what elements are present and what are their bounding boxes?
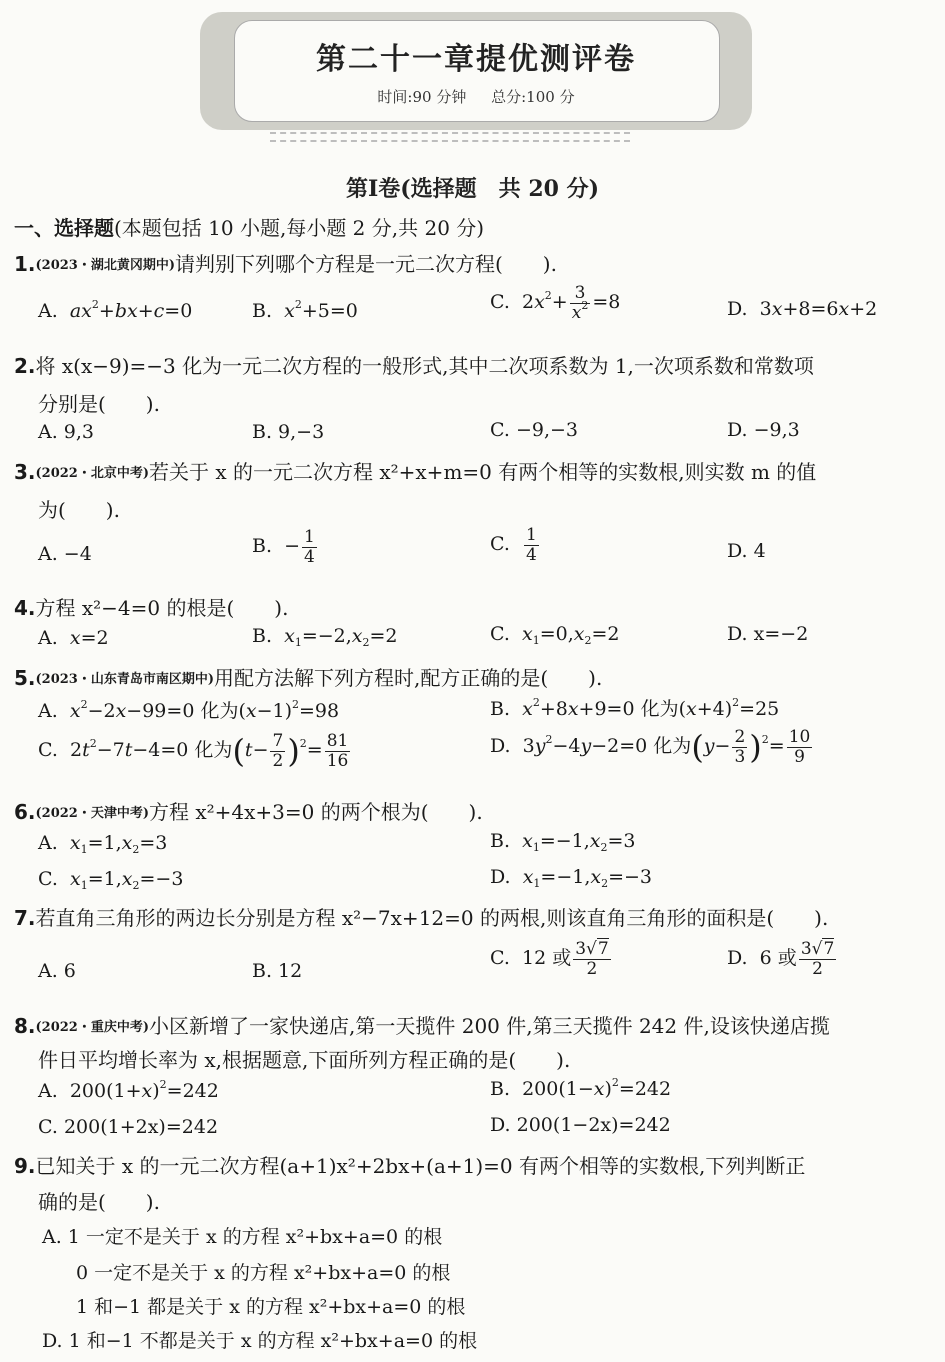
q1-option-b: B. $x^2+5=0$ bbox=[252, 298, 358, 322]
q8-option-d: D. 200(1−2x)=242 bbox=[490, 1114, 671, 1136]
question-9: 9.已知关于 x 的一元二次方程(a+1)x²+2bx+(a+1)=0 有两个相等的实数根,下列判断正 bbox=[14, 1154, 806, 1178]
q3-option-b: B. − $\frac{1}{4}$ bbox=[252, 527, 315, 567]
q6-option-a: A. $x_1=1,x_2=3$ bbox=[38, 832, 168, 856]
q1-option-a: A. $ax^2+bx+c=0$ bbox=[38, 298, 193, 322]
q2-option-d: D. −9,3 bbox=[727, 419, 800, 441]
q8-option-b: B. $200(1-x)^2=242$ bbox=[490, 1076, 672, 1100]
exam-score: 总分:100 分 bbox=[491, 88, 575, 106]
q4-option-c: C. $x_1=0,x_2=2$ bbox=[490, 623, 620, 647]
question-7: 7.若直角三角形的两边长分别是方程 x²−7x+12=0 的两根,则该直角三角形的面积是( ). bbox=[14, 906, 829, 930]
question-1: 1.(2023・湖北黄冈期中)请判别下列哪个方程是一元二次方程( ). bbox=[14, 252, 557, 276]
q2-option-b: B. 9,−3 bbox=[252, 421, 325, 443]
question-8-cont: 件日平均增长率为 x,根据题意,下面所列方程正确的是( ). bbox=[38, 1048, 571, 1072]
q7-option-b: B. 12 bbox=[252, 960, 303, 982]
q8-option-c: C. 200(1+2x)=242 bbox=[38, 1116, 219, 1138]
section-title: 第Ⅰ卷(选择题 共 20 分) bbox=[345, 176, 600, 202]
q3-option-a: A. −4 bbox=[38, 543, 92, 565]
q1-option-d: D. 3x+8=6x+2 bbox=[727, 298, 878, 320]
q5-option-c: C. $2t^2-7t-4=0$ 化为(t− $\frac{7}{2}$ )$^2$= $\frac{81}{16}$ bbox=[38, 731, 349, 771]
q6-option-b: B. $x_1=-1,x_2=3$ bbox=[490, 830, 636, 854]
q2-option-c: C. −9,−3 bbox=[490, 419, 578, 441]
question-3-cont: 为( ). bbox=[38, 498, 120, 522]
part-heading bbox=[14, 212, 484, 241]
question-2-cont: 分别是( ). bbox=[38, 392, 160, 416]
part-note: (本题包括 10 小题,每小题 2 分,共 20 分) bbox=[114, 216, 485, 240]
q7-option-c: C. 12 或 $\frac{3√7}{2}$ bbox=[490, 939, 609, 979]
question-4: 4.方程 x²−4=0 的根是( ). bbox=[14, 596, 289, 620]
q9-option-c: 1 和−1 都是关于 x 的方程 x²+bx+a=0 的根 bbox=[76, 1296, 466, 1318]
part-number: 一、 bbox=[14, 216, 54, 240]
q7-option-a: A. 6 bbox=[38, 960, 76, 982]
q9-option-b: 0 一定不是关于 x 的方程 x²+bx+a=0 的根 bbox=[76, 1262, 451, 1284]
question-9-cont: 确的是( ). bbox=[38, 1190, 160, 1214]
q4-option-a: A. x=2 bbox=[38, 627, 109, 649]
exam-time: 时间:90 分钟 bbox=[377, 88, 467, 106]
q7-option-d: D. 6 或 $\frac{3√7}{2}$ bbox=[727, 939, 835, 979]
page-title: 第二十一章提优测评卷 bbox=[316, 42, 636, 77]
question-3: 3.(2022・北京中考)若关于 x 的一元二次方程 x²+x+m=0 有两个相等的实数根,则实数 m 的值 bbox=[14, 460, 817, 484]
q6-option-d: D. $x_1=-1,x_2=-3$ bbox=[490, 866, 653, 890]
part-title: 选择题 bbox=[54, 216, 114, 240]
question-8: 8.(2022・重庆中考)小区新增了一家快递店,第一天揽件 200 件,第三天揽件 242 件,设该快递店揽 bbox=[14, 1014, 830, 1038]
q8-option-a: A. $200(1+x)^2=242$ bbox=[38, 1078, 219, 1102]
q5-option-b: B. $x^2+8x+9=0$ 化为$(x+4)^2=25$ bbox=[490, 696, 780, 720]
q5-option-d: D. $3y^2-4y-2=0$ 化为(y− $\frac{2}{3}$ )$^2$= $\frac{10}{9}$ bbox=[490, 727, 811, 767]
exam-meta bbox=[234, 86, 718, 107]
q1-option-c: C. $2x^2+$ $\frac{3}{x^2}$ =8 bbox=[490, 283, 621, 323]
q4-option-b: B. $x_1=-2,x_2=2$ bbox=[252, 625, 398, 649]
question-5: 5.(2023・山东青岛市南区期中)用配方法解下列方程时,配方正确的是( ). bbox=[14, 666, 603, 690]
question-2: 2.将 x(x−9)=−3 化为一元二次方程的一般形式,其中二次项系数为 1,一次项系数和常数项 bbox=[14, 354, 814, 378]
q2-option-a: A. 9,3 bbox=[38, 421, 95, 443]
divider bbox=[270, 140, 630, 142]
q9-option-a: A. 1 一定不是关于 x 的方程 x²+bx+a=0 的根 bbox=[42, 1226, 443, 1248]
question-6: 6.(2022・天津中考)方程 x²+4x+3=0 的两个根为( ). bbox=[14, 800, 483, 824]
q6-option-c: C. $x_1=1,x_2=-3$ bbox=[38, 868, 184, 892]
divider bbox=[270, 132, 630, 134]
q5-option-a: A. $x^2-2x-99=0$ 化为$(x-1)^2=98$ bbox=[38, 698, 340, 722]
q3-option-c: C. $\frac{1}{4}$ bbox=[490, 525, 537, 565]
q3-option-d: D. 4 bbox=[727, 540, 766, 562]
q4-option-d: D. x=−2 bbox=[727, 623, 809, 645]
q9-option-d: D. 1 和−1 不都是关于 x 的方程 x²+bx+a=0 的根 bbox=[42, 1330, 478, 1352]
